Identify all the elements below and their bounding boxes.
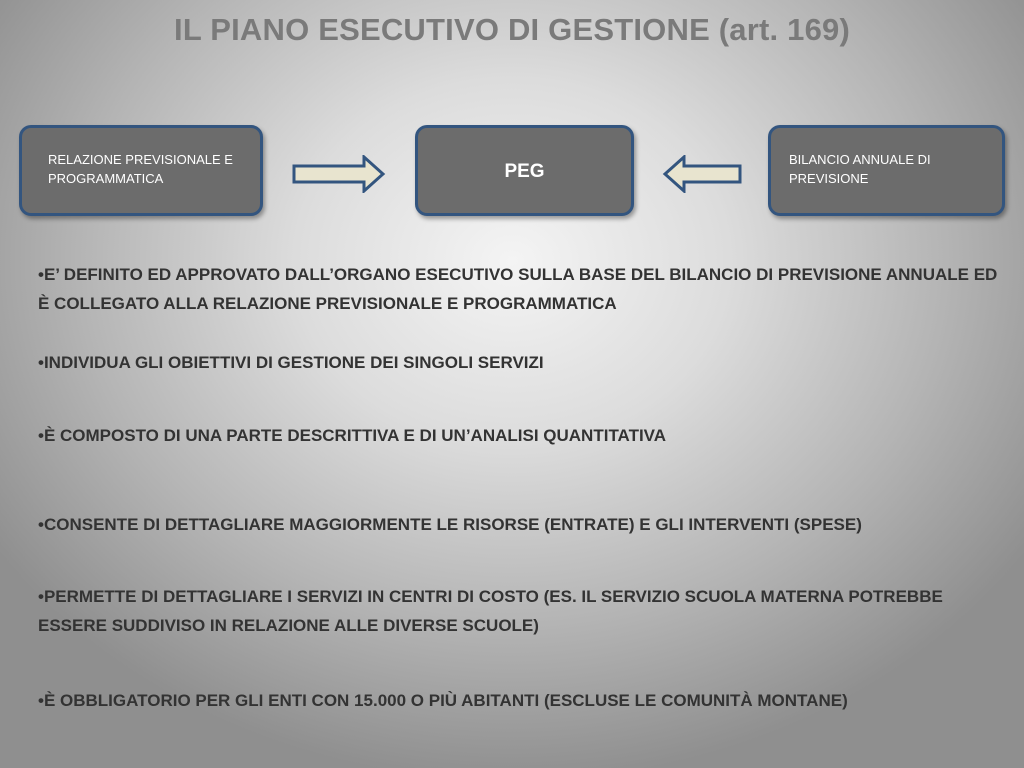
bullet-text: È OBBLIGATORIO PER GLI ENTI CON 15.000 O PIÙ ABITANTI (ESCLUSE LE COMUNITÀ MONTANE) xyxy=(43,691,848,710)
relazione-previsionale-box: RELAZIONE PREVISIONALE E PROGRAMMATICA xyxy=(19,125,263,216)
bullet-item: •INDIVIDUA GLI OBIETTIVI DI GESTIONE DEI SINGOLI SERVIZI xyxy=(38,353,544,372)
bullet-item: •PERMETTE DI DETTAGLIARE I SERVIZI IN CENTRI DI COSTO (ES. IL SERVIZIO SCUOLA MATERNA POTREBBE ESSERE SUDDIVISO IN RELAZIONE ALLE DIVERSE SCUOLE) xyxy=(38,587,943,635)
bullet-text: PERMETTE DI DETTAGLIARE I SERVIZI IN CENTRI DI COSTO (ES. IL SERVIZIO SCUOLA MATERNA POTREBBE ESSERE SUDDIVISO IN RELAZIONE ALLE DIVERSE SCUOLE) xyxy=(38,587,943,635)
bullet-text: È COMPOSTO DI UNA PARTE DESCRITTIVA E DI UN’ANALISI QUANTITATIVA xyxy=(43,426,667,445)
bullet-item: •CONSENTE DI DETTAGLIARE MAGGIORMENTE LE RISORSE (ENTRATE) E GLI INTERVENTI (SPESE) xyxy=(38,515,862,534)
right-arrow-icon xyxy=(292,155,386,193)
bullet-text: CONSENTE DI DETTAGLIARE MAGGIORMENTE LE RISORSE (ENTRATE) E GLI INTERVENTI (SPESE) xyxy=(43,515,862,534)
bullet-text: INDIVIDUA GLI OBIETTIVI DI GESTIONE DEI SINGOLI SERVIZI xyxy=(43,353,544,372)
bullet-item: •È COMPOSTO DI UNA PARTE DESCRITTIVA E DI UN’ANALISI QUANTITATIVA xyxy=(38,426,667,445)
peg-box: PEG xyxy=(415,125,634,216)
bullet-text: E’ DEFINITO ED APPROVATO DALL’ORGANO ESECUTIVO SULLA BASE DEL BILANCIO DI PREVISIONE ANNUALE ED È COLLEGATO ALLA RELAZIONE PREVISIONALE E PROGRAMMATICA xyxy=(38,265,998,313)
bullet-item: •E’ DEFINITO ED APPROVATO DALL’ORGANO ESECUTIVO SULLA BASE DEL BILANCIO DI PREVISIONE ANNUALE ED È COLLEGATO ALLA RELAZIONE PREVISIONALE E PROGRAMMATICA xyxy=(38,265,998,313)
left-arrow-icon xyxy=(662,155,742,193)
slide-title: IL PIANO ESECUTIVO DI GESTIONE (art. 169) xyxy=(174,12,850,47)
bullet-item: •È OBBLIGATORIO PER GLI ENTI CON 15.000 O PIÙ ABITANTI (ESCLUSE LE COMUNITÀ MONTANE) xyxy=(38,691,848,710)
bilancio-annuale-box: BILANCIO ANNUALE DI PREVISIONE xyxy=(768,125,1005,216)
